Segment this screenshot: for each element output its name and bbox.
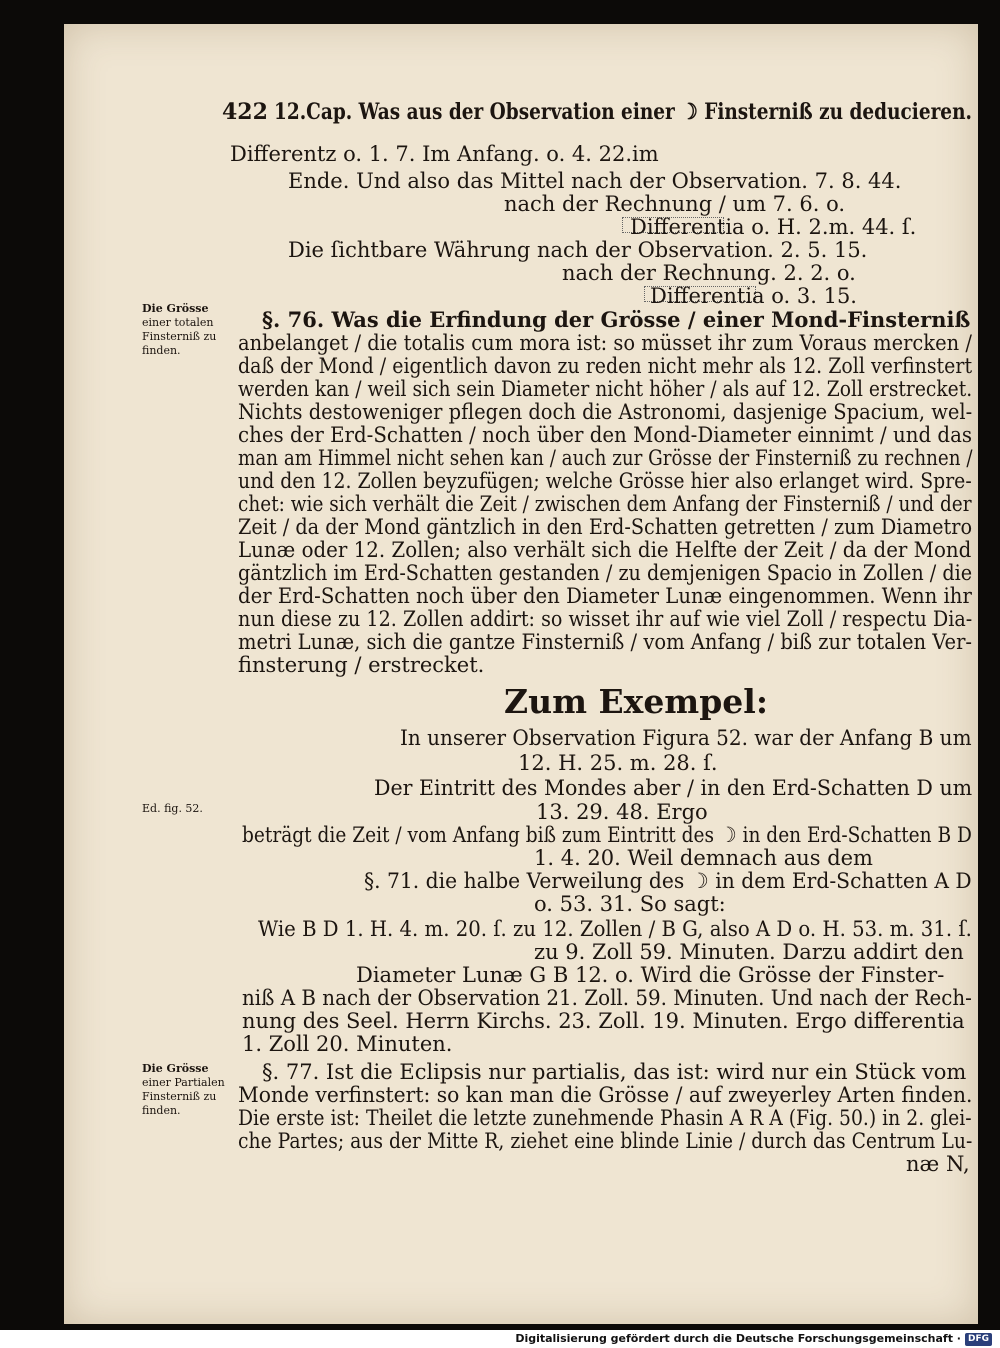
footer-bar <box>0 1330 1000 1348</box>
text-line: Monde verfinstert: so kan man die Grösse / auf zweyerley Arten finden. <box>238 1083 973 1107</box>
text-line: næ N, <box>906 1152 970 1176</box>
text-line: Differentia o. H. 2.m. 44. ſ. <box>630 215 917 239</box>
text-line: §. 71. die halbe Verweilung des ☽ in dem Erd-Schatten A D <box>364 869 972 893</box>
text-line: che Partes; aus der Mitte R, ziehet eine blinde Linie / durch das Centrum Lu- <box>238 1129 973 1153</box>
footer-text: Digitalisierung gefördert durch die Deutsche Forschungsgemeinschaft · <box>515 1332 961 1345</box>
text-line: 1. 4. 20. Weil demnach aus dem <box>534 846 873 870</box>
book-page <box>64 24 978 1324</box>
text-line: Lunæ oder 12. Zollen; also verhält sich die Helfte der Zeit / da der Mond <box>238 538 972 562</box>
text-line: gäntzlich im Erd-Schatten gestanden / zu demjenigen Spacio in Zollen / die <box>238 561 973 585</box>
text-line: 13. 29. 48. Ergo <box>536 800 708 824</box>
margin-note: finden. <box>142 344 181 357</box>
page-number: 422 <box>222 99 268 125</box>
text-line: man am Himmel nicht sehen kan / auch zur Grösse der Finsterniß zu rechnen / <box>238 446 973 470</box>
text-line: finsterung / erstrecket. <box>238 653 485 677</box>
text-line: Nichts destoweniger pflegen doch die Astronomi, dasjenige Spacium, wel- <box>238 400 973 424</box>
text-line: 12. H. 25. m. 28. ſ. <box>518 751 718 775</box>
text-line: Differentz o. 1. 7. Im Anfang. o. 4. 22.im <box>230 142 659 166</box>
text-line: nun diese zu 12. Zollen addirt: so wisset ihr auf wie viel Zoll / respectu Dia- <box>238 607 973 631</box>
text-line: daß der Mond / eigentlich davon zu reden nicht mehr als 12. Zoll verfinstert <box>238 354 973 378</box>
section-heading: Zum Exempel: <box>504 682 769 721</box>
text-line: §. 76. Was die Erfindung der Grösse / einer Mond-Finsterniß <box>262 307 971 332</box>
dfg-logo-icon: DFG <box>965 1333 992 1346</box>
text-line: o. 53. 31. So sagt: <box>534 892 726 916</box>
text-line: Die ſichtbare Währung nach der Observation. 2. 5. 15. <box>288 238 868 262</box>
margin-note: einer totalen <box>142 316 214 329</box>
text-line: Wie B D 1. H. 4. m. 20. ſ. zu 12. Zollen / B G, also A D o. H. 53. m. 31. ſ. <box>258 917 972 941</box>
text-line: nach der Rechnung / um 7. 6. o. <box>504 192 846 216</box>
margin-note: Ed. fig. 52. <box>142 802 203 815</box>
margin-note: einer Partialen <box>142 1076 225 1089</box>
text-line: niß A B nach der Observation 21. Zoll. 59. Minuten. Und nach der Rech- <box>242 986 972 1010</box>
text-line: Differentia o. 3. 15. <box>650 284 857 308</box>
text-line: Ende. Und also das Mittel nach der Observation. 7. 8. 44. <box>288 169 902 193</box>
text-line: Der Eintritt des Mondes aber / in den Erd-Schatten D um <box>374 776 973 800</box>
text-line: beträgt die Zeit / vom Anfang biß zum Eintritt des ☽ in den Erd-Schatten B D <box>242 823 972 847</box>
text-line: In unserer Observation Figura 52. war der Anfang B um <box>400 726 972 750</box>
text-line: Zeit / da der Mond gäntzlich in den Erd-Schatten getretten / zum Diametro <box>238 515 973 539</box>
text-line: und den 12. Zollen beyzufügen; welche Grösse hier also erlanget wird. Spre- <box>238 469 972 493</box>
margin-note: finden. <box>142 1104 181 1117</box>
text-line: Die erste ist: Theilet die letzte zunehmende Phasin A R A (Fig. 50.) in 2. glei- <box>238 1106 972 1130</box>
text-line: nach der Rechnung. 2. 2. o. <box>562 261 856 285</box>
running-head: 12.Cap. Was aus der Observation einer ☽ Finsterniß zu deducieren. <box>274 99 972 125</box>
text-line: ches der Erd-Schatten / noch über den Mond-Diameter einnimt / und das <box>238 423 973 447</box>
text-line: zu 9. Zoll 59. Minuten. Darzu addirt den <box>534 940 964 964</box>
text-line: nung des Seel. Herrn Kirchs. 23. Zoll. 19. Minuten. Ergo differentia <box>242 1009 965 1033</box>
margin-note: Die Grösse <box>142 1062 209 1075</box>
text-line: anbelanget / die totalis cum mora ist: so müsset ihr zum Voraus mercken / <box>238 331 972 355</box>
margin-note: Die Grösse <box>142 302 209 315</box>
text-line: 1. Zoll 20. Minuten. <box>242 1032 453 1056</box>
text-line: chet: wie sich verhält die Zeit / zwischen dem Anfang der Finsterniß / und der <box>238 492 972 516</box>
margin-note: Finsterniß zu <box>142 330 217 343</box>
text-line: werden kan / weil sich sein Diameter nicht höher / als auf 12. Zoll erstrecket. <box>238 377 973 401</box>
text-line: metri Lunæ, sich die gantze Finsterniß / vom Anfang / biß zur totalen Ver- <box>238 630 973 654</box>
margin-note: Finsterniß zu <box>142 1090 217 1103</box>
text-line: Diameter Lunæ G B 12. o. Wird die Grösse der Finster- <box>356 963 945 987</box>
text-line: §. 77. Ist die Eclipsis nur partialis, das ist: wird nur ein Stück vom <box>262 1060 967 1084</box>
text-line: der Erd-Schatten noch über den Diameter Lunæ eingenommen. Wenn ihr <box>238 584 972 608</box>
